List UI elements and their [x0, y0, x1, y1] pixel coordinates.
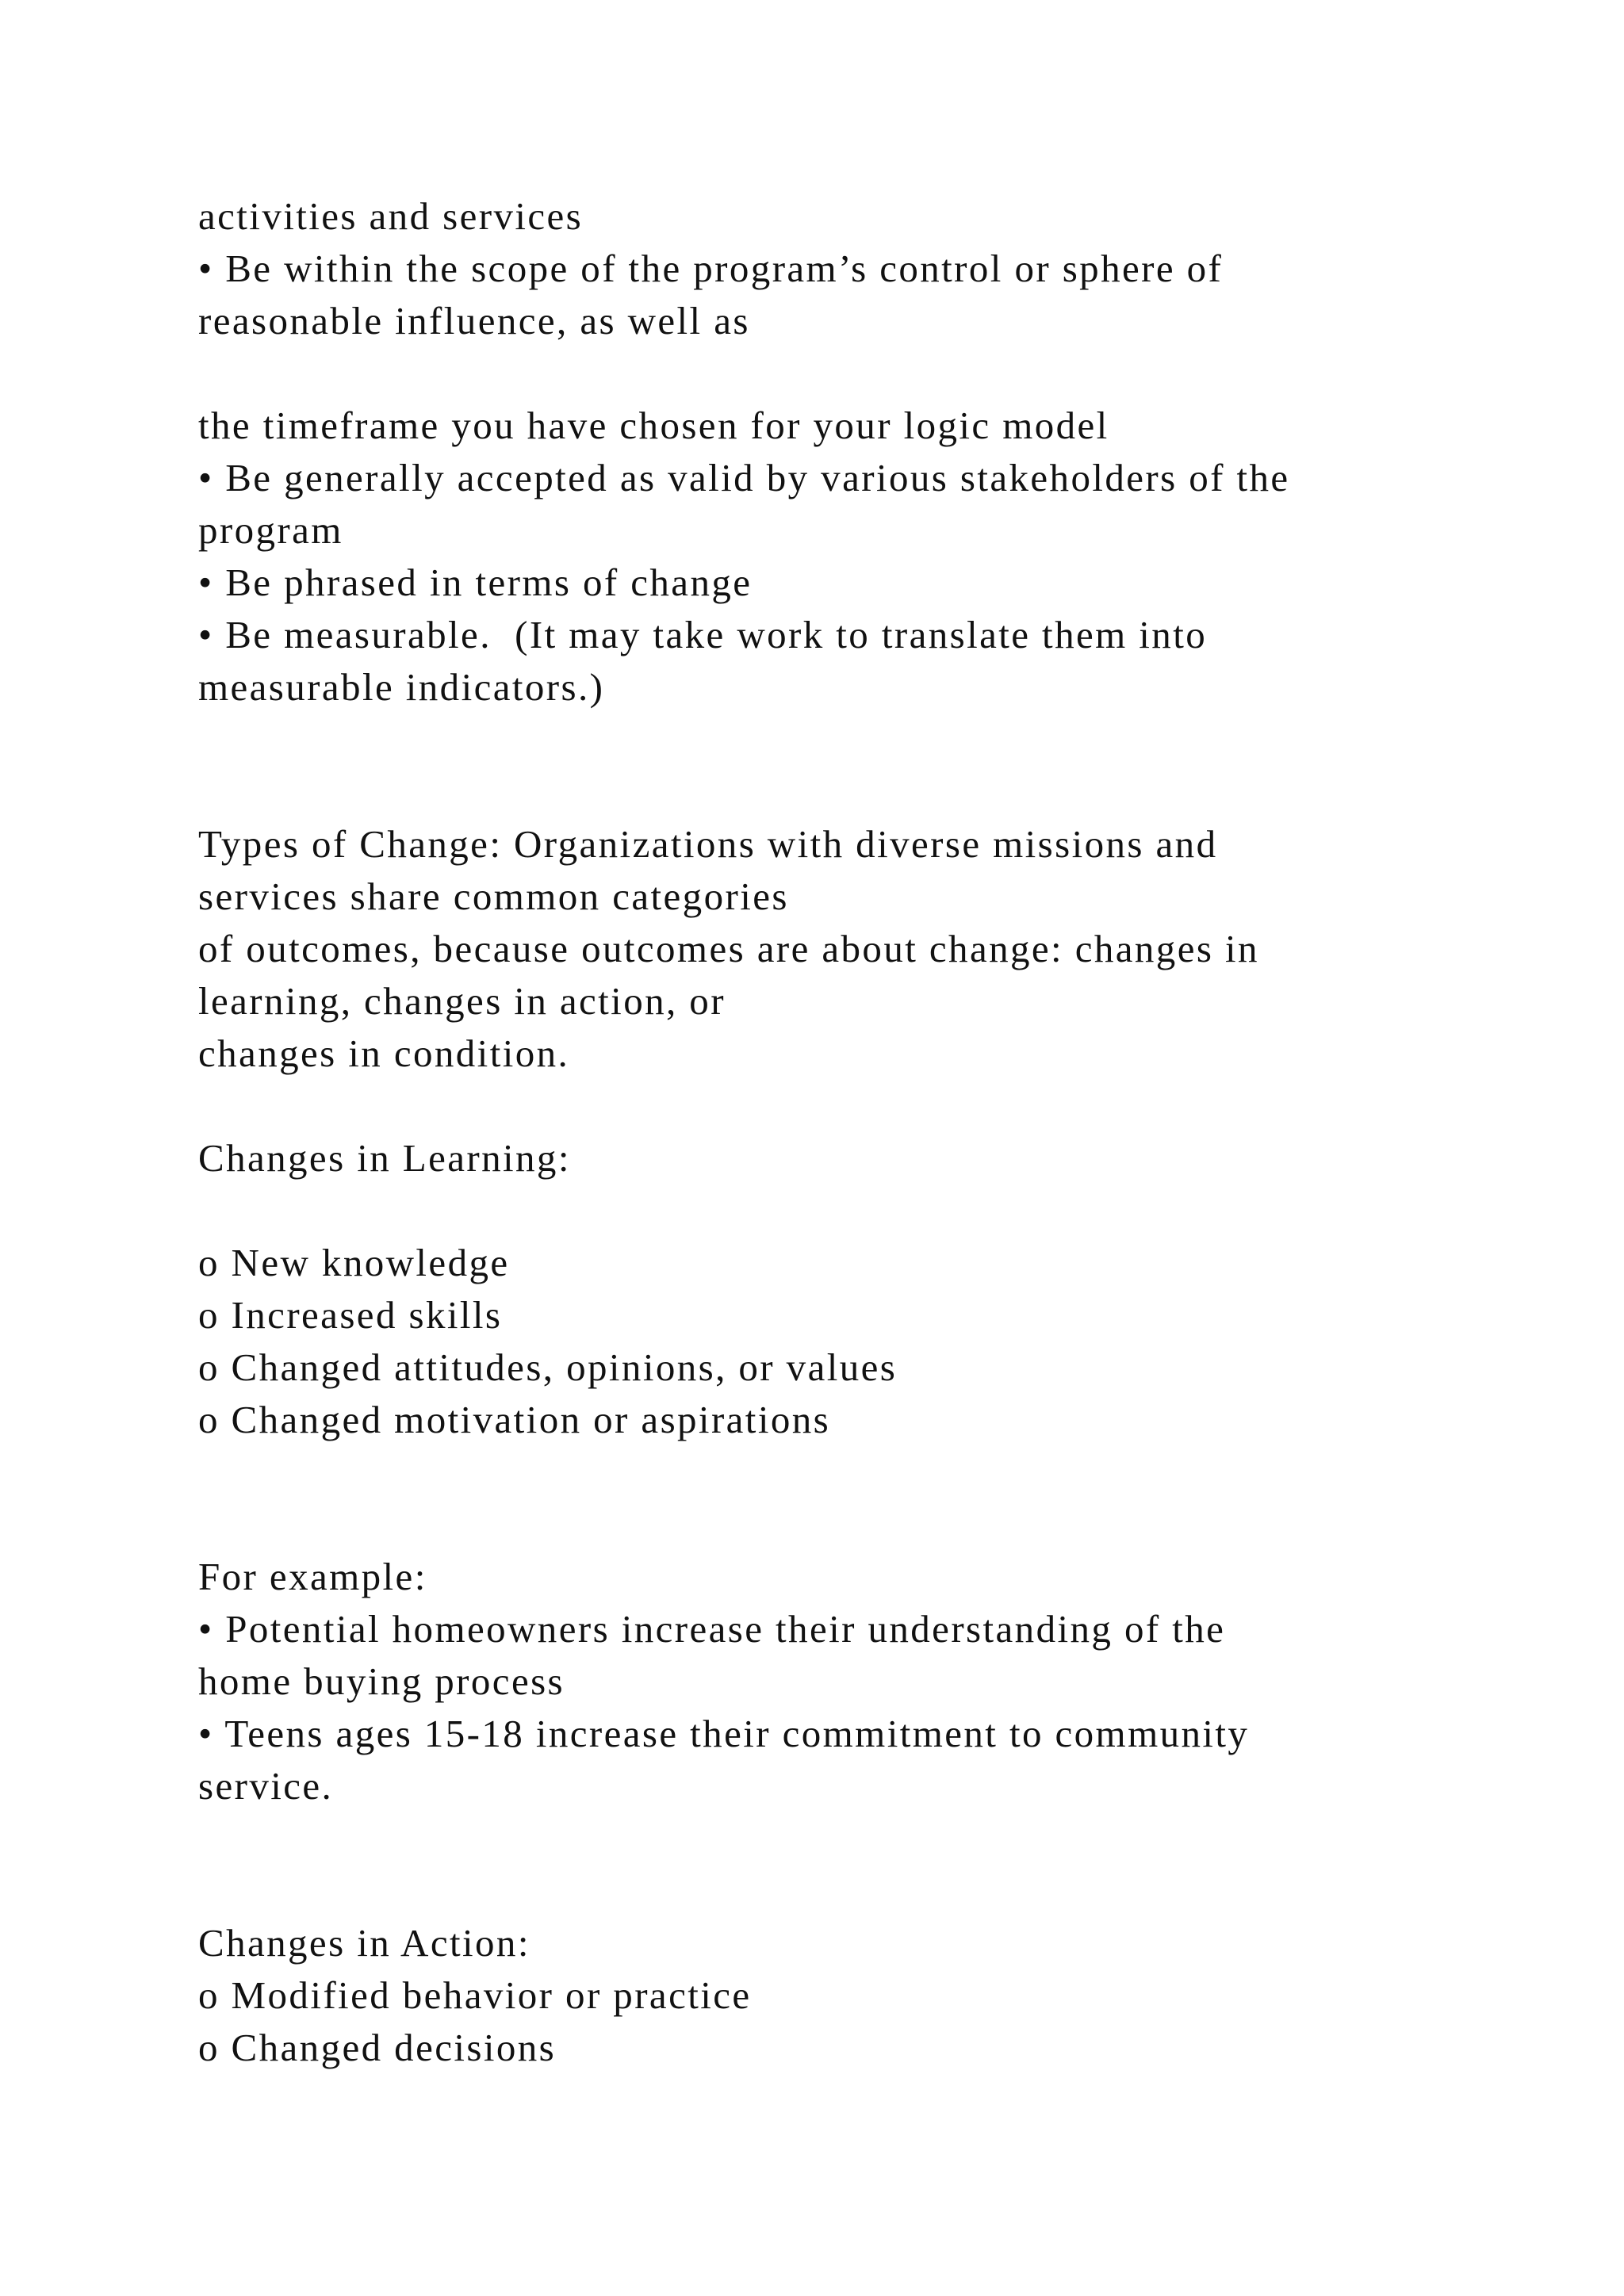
blank-line	[198, 1498, 1467, 1551]
list-item: o New knowledge	[198, 1241, 510, 1284]
blank-line	[198, 1865, 1467, 1917]
text-line: home buying process	[198, 1659, 565, 1703]
text-line: measurable indicators.)	[198, 665, 605, 709]
text-line: changes in condition.	[198, 1031, 570, 1075]
bullet-line: • Be generally accepted as valid by various stakeholders of the	[198, 456, 1290, 499]
text-line: program	[198, 508, 343, 552]
text-line: service.	[198, 1764, 334, 1808]
blank-line	[198, 347, 1467, 400]
blank-line	[198, 766, 1467, 818]
section-heading-action: Changes in Action:	[198, 1921, 530, 1965]
bullet-line: • Teens ages 15-18 increase their commitment to community	[198, 1712, 1250, 1755]
text-line: activities and services	[198, 194, 584, 238]
text-line: of outcomes, because outcomes are about change: changes in	[198, 927, 1259, 970]
document-body	[198, 190, 1467, 2074]
bullet-line: • Potential homeowners increase their understanding of the	[198, 1607, 1226, 1651]
blank-line	[198, 714, 1467, 766]
list-item: o Changed attitudes, opinions, or values	[198, 1345, 898, 1389]
text-line: services share common categories	[198, 874, 789, 918]
blank-line	[198, 1446, 1467, 1498]
text-line: reasonable influence, as well as	[198, 299, 750, 342]
section-intro-line: Types of Change: Organizations with diverse missions and	[198, 822, 1218, 866]
list-item: o Increased skills	[198, 1293, 503, 1337]
bullet-line: • Be phrased in terms of change	[198, 561, 753, 604]
text-line: the timeframe you have chosen for your logic model	[198, 404, 1109, 447]
blank-line	[198, 1812, 1467, 1865]
example-heading: For example:	[198, 1555, 427, 1598]
bullet-line: • Be within the scope of the program’s control or sphere of	[198, 247, 1224, 290]
text-line: learning, changes in action, or	[198, 979, 726, 1023]
bullet-line: • Be measurable. (It may take work to translate them into	[198, 613, 1208, 656]
section-heading-learning: Changes in Learning:	[198, 1136, 571, 1180]
blank-line	[198, 1080, 1467, 1132]
list-item: o Modified behavior or practice	[198, 1973, 752, 2017]
list-item: o Changed motivation or aspirations	[198, 1398, 831, 1441]
blank-line	[198, 1184, 1467, 1237]
list-item: o Changed decisions	[198, 2026, 557, 2069]
